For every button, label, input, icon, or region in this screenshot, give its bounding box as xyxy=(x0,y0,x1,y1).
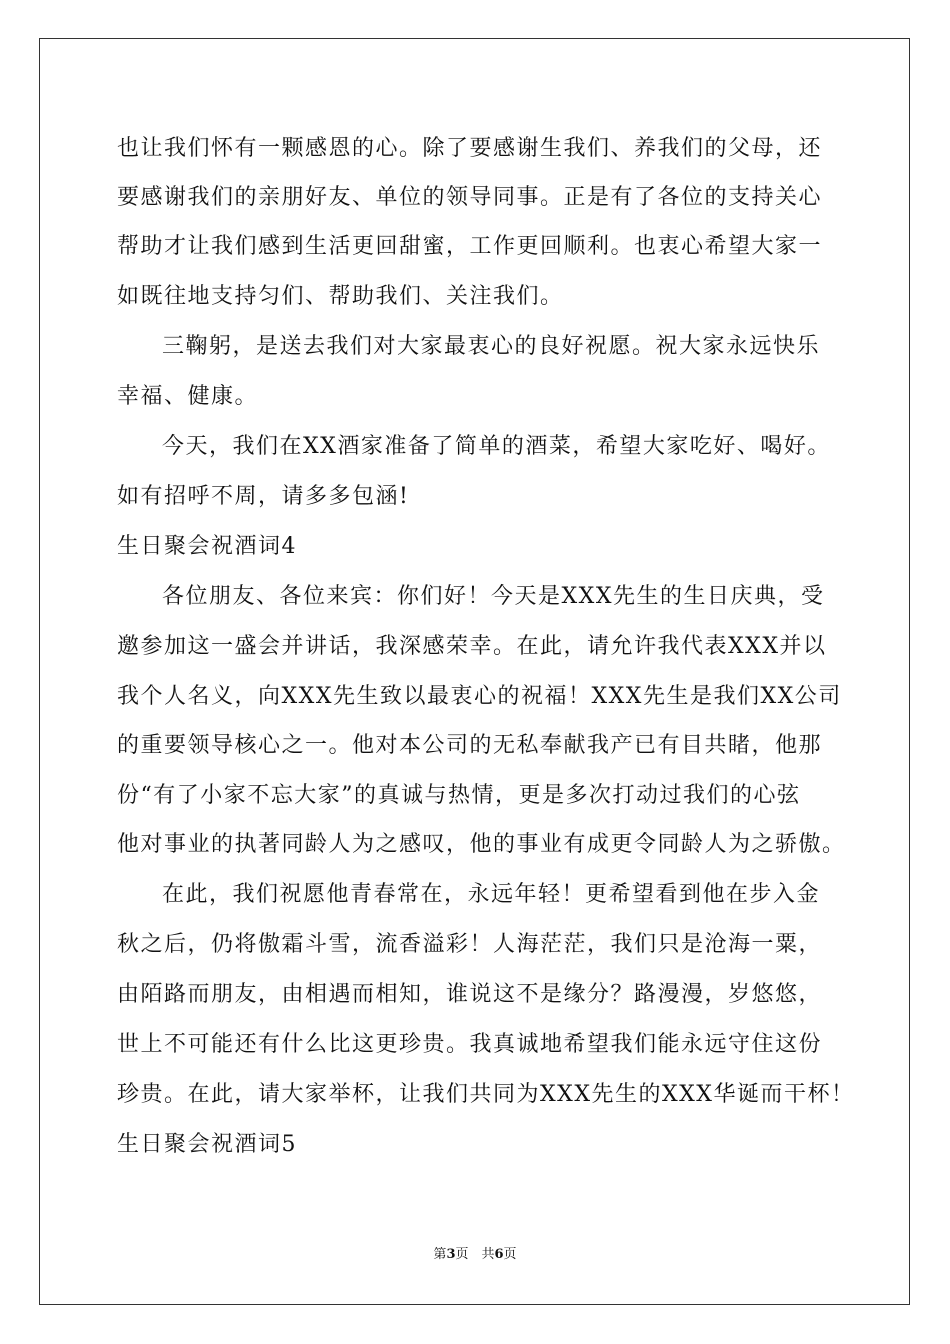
footer-suffix: 页 xyxy=(503,1247,517,1262)
body-line: 他对事业的执著同龄人为之感叹，他的事业有成更令同龄人为之骄傲。 xyxy=(117,832,846,857)
page-border xyxy=(39,38,910,1305)
footer-prefix: 第 xyxy=(433,1247,447,1262)
body-line: 邀参加这一盛会并讲话，我深感荣幸。在此，请允许我代表XXX并以 xyxy=(117,634,827,659)
footer-mid: 页 共 xyxy=(455,1247,495,1262)
body-line: 的重要领导核心之一。他对本公司的无私奉献我产已有目共睹，他那 xyxy=(117,733,823,758)
current-page-number: 3 xyxy=(446,1247,456,1262)
body-line: 今天，我们在XX酒家准备了简单的酒菜，希望大家吃好、喝好。 xyxy=(162,434,831,459)
body-line: 份“有了小家不忘大家”的真诚与热情，更是多次打动过我们的心弦 xyxy=(117,783,801,808)
body-line: 世上不可能还有什么比这更珍贵。我真诚地希望我们能永远守住这份 xyxy=(117,1032,823,1057)
body-line: 秋之后，仍将傲霜斗雪，流香溢彩！人海茫茫，我们只是沧海一粟， xyxy=(117,932,823,957)
body-line: 幸福、健康。 xyxy=(117,384,259,409)
section-heading: 生日聚会祝酒词5 xyxy=(117,1132,297,1157)
body-line: 珍贵。在此，请大家举杯，让我们共同为XXX先生的XXX华诞而干杯！ xyxy=(117,1082,855,1107)
body-line: 如有招呼不周，请多多包涵! xyxy=(117,484,410,509)
body-line: 各位朋友、各位来宾：你们好！今天是XXX先生的生日庆典，受 xyxy=(162,584,825,609)
body-line: 三鞠躬，是送去我们对大家最衷心的良好祝愿。祝大家永远快乐 xyxy=(162,334,821,359)
body-line: 在此，我们祝愿他青春常在，永远年轻！更希望看到他在步入金 xyxy=(162,882,821,907)
body-line: 帮助才让我们感到生活更回甜蜜，工作更回顺利。也衷心希望大家一 xyxy=(117,234,823,259)
body-line: 也让我们怀有一颗感恩的心。除了要感谢生我们、养我们的父母，还 xyxy=(117,136,823,161)
page-footer xyxy=(0,1246,950,1264)
body-line: 如既往地支持匀们、帮助我们、关注我们。 xyxy=(117,284,564,309)
body-line: 我个人名义，向XXX先生致以最衷心的祝福！XXX先生是我们XX公司 xyxy=(117,684,842,709)
total-pages-number: 6 xyxy=(494,1247,504,1262)
body-line: 要感谢我们的亲朋好友、单位的领导同事。正是有了各位的支持关心 xyxy=(117,185,823,210)
section-heading: 生日聚会祝酒词4 xyxy=(117,534,297,559)
body-line: 由陌路而朋友，由相遇而相知，谁说这不是缘分？路漫漫，岁悠悠， xyxy=(117,982,823,1007)
